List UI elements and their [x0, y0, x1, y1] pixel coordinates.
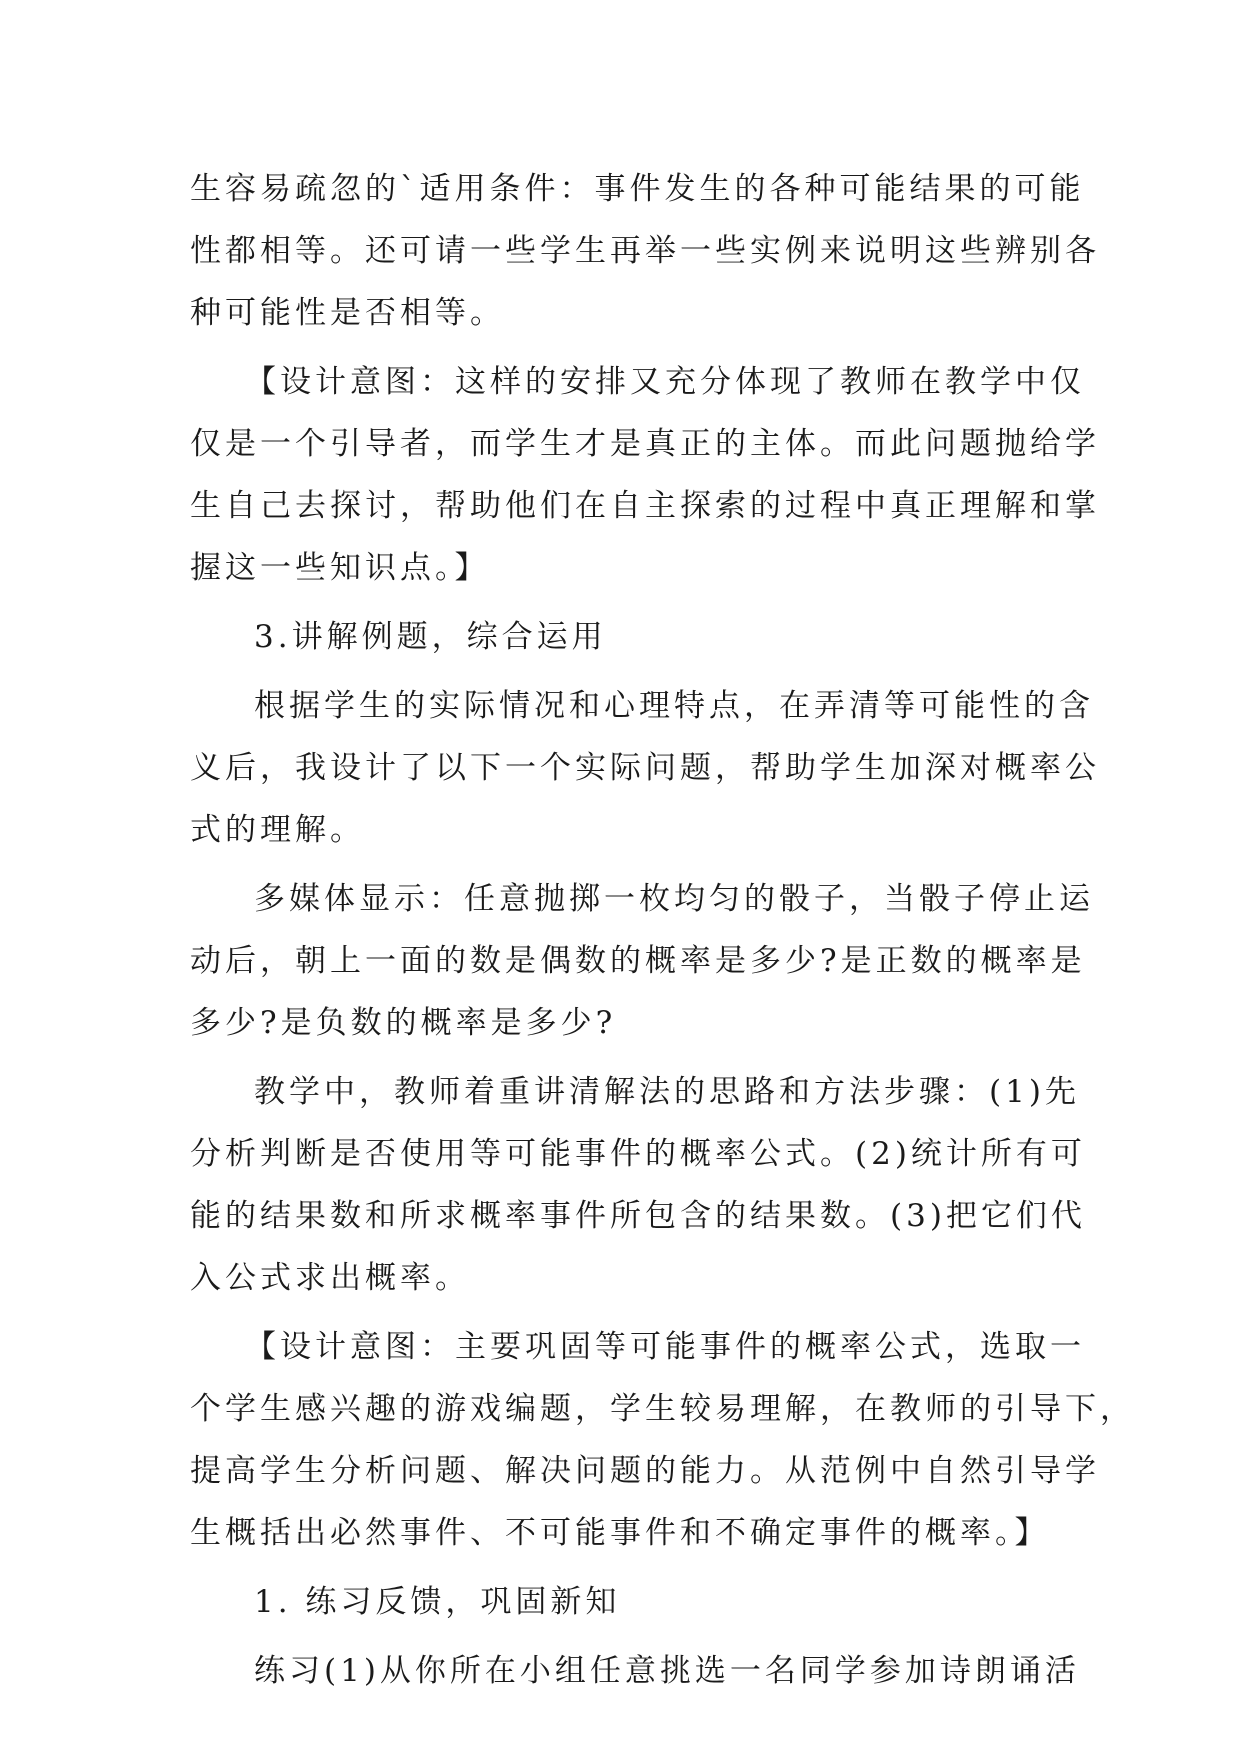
paragraph-design-intent-2 [190, 1316, 1135, 1564]
text-line: 分析判断是否使用等可能事件的概率公式。(2)统计所有可 [190, 1136, 1086, 1172]
section-heading-text: 3.讲解例题，综合运用 [254, 619, 607, 655]
paragraph-practice-1 [190, 1640, 1080, 1702]
document-body [190, 158, 1135, 1702]
text-line: 能的结果数和所求概率事件所包含的结果数。(3)把它们代 [190, 1198, 1086, 1234]
text-line: 式的理解。 [190, 812, 365, 848]
text-line: 性都相等。还可请一些学生再举一些实例来说明这些辨别各 [190, 233, 1100, 269]
paragraph-applicability-conditions [190, 158, 1100, 344]
text-line: 生自己去探讨，帮助他们在自主探索的过程中真正理解和掌 [190, 488, 1100, 524]
text-line: 义后，我设计了以下一个实际问题，帮助学生加深对概率公 [190, 750, 1100, 786]
section-heading-examples [190, 606, 1053, 668]
text-line: 教学中，教师着重讲清解法的思路和方法步骤：(1)先 [254, 1074, 1080, 1110]
text-line: 【设计意图：这样的安排又充分体现了教师在教学中仅 [245, 364, 1085, 400]
text-line: 生概括出必然事件、不可能事件和不确定事件的概率。】 [190, 1515, 1050, 1551]
paragraph-teaching-steps [190, 1061, 1086, 1309]
text-line: 【设计意图：主要巩固等可能事件的概率公式，选取一 [245, 1329, 1085, 1365]
text-line: 入公式求出概率。 [190, 1260, 470, 1296]
text-line: 根据学生的实际情况和心理特点，在弄清等可能性的含 [254, 688, 1094, 724]
text-line: 仅是一个引导者，而学生才是真正的主体。而此问题抛给学 [190, 426, 1100, 462]
text-line: 生容易疏忽的`适用条件：事件发生的各种可能结果的可能 [190, 171, 1085, 207]
text-line: 多媒体显示：任意抛掷一枚均匀的骰子，当骰子停止运 [254, 881, 1094, 917]
text-line: 个学生感兴趣的游戏编题，学生较易理解，在教师的引导下， [190, 1391, 1135, 1427]
text-line: 动后，朝上一面的数是偶数的概率是多少?是正数的概率是 [190, 943, 1086, 979]
section-heading-text: 1. 练习反馈，巩固新知 [254, 1584, 621, 1620]
paragraph-real-problem [190, 675, 1100, 861]
text-line: 种可能性是否相等。 [190, 295, 505, 331]
text-line: 多少?是负数的概率是多少? [190, 1005, 617, 1041]
section-heading-practice [190, 1571, 1053, 1633]
text-line: 练习(1)从你所在小组任意挑选一名同学参加诗朗诵活 [254, 1653, 1080, 1689]
text-line: 提高学生分析问题、解决问题的能力。从范例中自然引导学 [190, 1453, 1100, 1489]
paragraph-design-intent-1 [190, 351, 1100, 599]
paragraph-multimedia-display [190, 868, 1094, 1054]
text-line: 握这一些知识点。】 [190, 550, 490, 586]
